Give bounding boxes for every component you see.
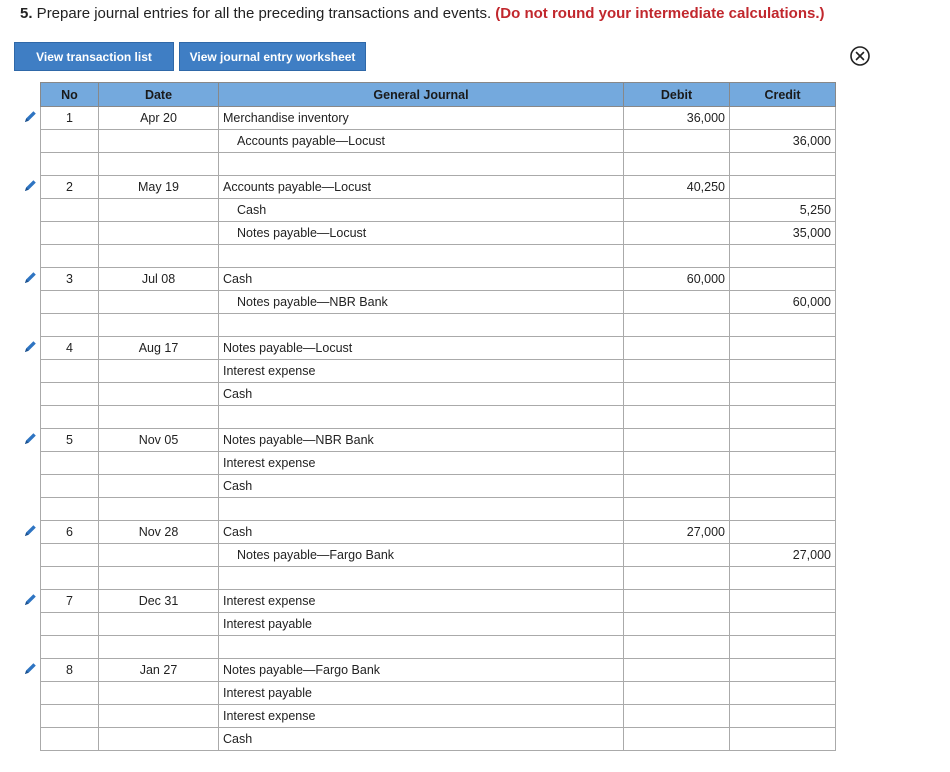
account-cell[interactable]: Merchandise inventory: [219, 107, 624, 130]
debit-cell[interactable]: [624, 222, 730, 245]
table-row: [41, 682, 836, 705]
date-cell[interactable]: [99, 452, 219, 475]
credit-cell[interactable]: 5,250: [730, 199, 836, 222]
account-cell[interactable]: Notes payable—NBR Bank: [219, 429, 624, 452]
view-transaction-list-button[interactable]: View transaction list: [14, 42, 174, 71]
date-cell[interactable]: [99, 291, 219, 314]
date-cell[interactable]: [99, 544, 219, 567]
debit-cell[interactable]: [624, 590, 730, 613]
account-cell[interactable]: Notes payable—Locust: [219, 222, 624, 245]
header-credit: Credit: [730, 83, 836, 107]
header-no: No: [41, 83, 99, 107]
pencil-icon[interactable]: [20, 337, 40, 357]
table-row: [41, 705, 836, 728]
table-row: [41, 429, 836, 452]
table-row: [41, 107, 836, 130]
debit-cell[interactable]: [624, 360, 730, 383]
date-cell[interactable]: Nov 28: [99, 521, 219, 544]
table-row: [41, 452, 836, 475]
credit-cell[interactable]: [730, 107, 836, 130]
debit-cell[interactable]: [624, 544, 730, 567]
table-row: [41, 590, 836, 613]
date-cell[interactable]: Nov 05: [99, 429, 219, 452]
table-row: [41, 268, 836, 291]
credit-cell[interactable]: [730, 636, 836, 659]
table-row: [41, 337, 836, 360]
pencil-icon[interactable]: [20, 590, 40, 610]
table-row: [41, 383, 836, 406]
debit-cell[interactable]: [624, 613, 730, 636]
entry-number-cell[interactable]: 3: [41, 268, 99, 291]
date-cell[interactable]: [99, 475, 219, 498]
table-row: [41, 728, 836, 751]
entry-number-cell[interactable]: 5: [41, 429, 99, 452]
account-cell[interactable]: Accounts payable—Locust: [219, 176, 624, 199]
date-cell[interactable]: [99, 153, 219, 176]
credit-cell[interactable]: 27,000: [730, 544, 836, 567]
account-cell[interactable]: [219, 567, 624, 590]
entry-number-cell[interactable]: [41, 383, 99, 406]
debit-cell[interactable]: 40,250: [624, 176, 730, 199]
account-cell[interactable]: Interest payable: [219, 613, 624, 636]
credit-cell[interactable]: [730, 452, 836, 475]
table-header-row: [41, 83, 836, 107]
debit-cell[interactable]: [624, 130, 730, 153]
entry-number-cell[interactable]: [41, 728, 99, 751]
credit-cell[interactable]: [730, 245, 836, 268]
account-cell[interactable]: Interest expense: [219, 452, 624, 475]
debit-cell[interactable]: [624, 314, 730, 337]
account-cell[interactable]: Cash: [219, 199, 624, 222]
close-icon[interactable]: [849, 45, 871, 67]
debit-cell[interactable]: 60,000: [624, 268, 730, 291]
entry-number-cell[interactable]: [41, 452, 99, 475]
date-cell[interactable]: [99, 130, 219, 153]
debit-cell[interactable]: [624, 291, 730, 314]
question-number: 5.: [20, 5, 33, 22]
date-cell[interactable]: [99, 728, 219, 751]
debit-cell[interactable]: [624, 705, 730, 728]
pencil-icon[interactable]: [20, 521, 40, 541]
date-cell[interactable]: Jul 08: [99, 268, 219, 291]
entry-number-cell[interactable]: [41, 613, 99, 636]
entry-number-cell[interactable]: [41, 199, 99, 222]
credit-cell[interactable]: 60,000: [730, 291, 836, 314]
date-cell[interactable]: [99, 705, 219, 728]
credit-cell[interactable]: [730, 705, 836, 728]
entry-number-cell[interactable]: [41, 245, 99, 268]
table-row: [41, 567, 836, 590]
date-cell[interactable]: [99, 567, 219, 590]
header-general-journal: General Journal: [219, 83, 624, 107]
account-cell[interactable]: Cash: [219, 521, 624, 544]
credit-cell[interactable]: [730, 314, 836, 337]
table-row: [41, 153, 836, 176]
credit-cell[interactable]: [730, 337, 836, 360]
table-row: [41, 222, 836, 245]
date-cell[interactable]: [99, 406, 219, 429]
pencil-icon[interactable]: [20, 659, 40, 679]
date-cell[interactable]: [99, 199, 219, 222]
account-cell[interactable]: Notes payable—Fargo Bank: [219, 544, 624, 567]
account-cell[interactable]: Cash: [219, 475, 624, 498]
credit-cell[interactable]: [730, 176, 836, 199]
table-row: [41, 498, 836, 521]
header-debit: Debit: [624, 83, 730, 107]
credit-cell[interactable]: [730, 383, 836, 406]
debit-cell[interactable]: 36,000: [624, 107, 730, 130]
debit-cell[interactable]: [624, 337, 730, 360]
entry-number-cell[interactable]: 4: [41, 337, 99, 360]
account-cell[interactable]: Cash: [219, 268, 624, 291]
table-row: [41, 521, 836, 544]
credit-cell[interactable]: 36,000: [730, 130, 836, 153]
pencil-icon[interactable]: [20, 268, 40, 288]
instruction-text: Prepare journal entries for all the preceding transactions and events.: [32, 5, 496, 22]
entry-number-cell[interactable]: [41, 498, 99, 521]
header-date: Date: [99, 83, 219, 107]
account-cell[interactable]: Accounts payable—Locust: [219, 130, 624, 153]
entry-number-cell[interactable]: [41, 406, 99, 429]
entry-number-cell[interactable]: [41, 475, 99, 498]
instruction-note: (Do not round your intermediate calculations.): [495, 5, 825, 22]
date-cell[interactable]: [99, 636, 219, 659]
entry-number-cell[interactable]: [41, 130, 99, 153]
debit-cell[interactable]: 27,000: [624, 521, 730, 544]
credit-cell[interactable]: [730, 613, 836, 636]
date-cell[interactable]: Jan 27: [99, 659, 219, 682]
debit-cell[interactable]: [624, 452, 730, 475]
date-cell[interactable]: Apr 20: [99, 107, 219, 130]
account-cell[interactable]: Interest expense: [219, 590, 624, 613]
account-cell[interactable]: [219, 245, 624, 268]
table-row: [41, 659, 836, 682]
credit-cell[interactable]: [730, 268, 836, 291]
table-row: [41, 199, 836, 222]
credit-cell[interactable]: [730, 521, 836, 544]
debit-cell[interactable]: [624, 406, 730, 429]
account-cell[interactable]: Cash: [219, 728, 624, 751]
account-cell[interactable]: [219, 153, 624, 176]
view-journal-entry-worksheet-button[interactable]: View journal entry worksheet: [179, 42, 366, 71]
table-row: [41, 475, 836, 498]
entry-number-cell[interactable]: 1: [41, 107, 99, 130]
debit-cell[interactable]: [624, 199, 730, 222]
table-row: [41, 360, 836, 383]
date-cell[interactable]: [99, 222, 219, 245]
account-cell[interactable]: Notes payable—Locust: [219, 337, 624, 360]
date-cell[interactable]: Aug 17: [99, 337, 219, 360]
credit-cell[interactable]: 35,000: [730, 222, 836, 245]
debit-cell[interactable]: [624, 567, 730, 590]
credit-cell[interactable]: [730, 728, 836, 751]
debit-cell[interactable]: [624, 728, 730, 751]
table-row: [41, 314, 836, 337]
account-cell[interactable]: [219, 498, 624, 521]
date-cell[interactable]: May 19: [99, 176, 219, 199]
entry-number-cell[interactable]: 6: [41, 521, 99, 544]
table-body: [41, 107, 836, 751]
entry-number-cell[interactable]: [41, 636, 99, 659]
date-cell[interactable]: [99, 383, 219, 406]
account-cell[interactable]: Notes payable—NBR Bank: [219, 291, 624, 314]
credit-cell[interactable]: [730, 153, 836, 176]
date-cell[interactable]: Dec 31: [99, 590, 219, 613]
entry-number-cell[interactable]: [41, 705, 99, 728]
credit-cell[interactable]: [730, 475, 836, 498]
debit-cell[interactable]: [624, 475, 730, 498]
account-cell[interactable]: Notes payable—Fargo Bank: [219, 659, 624, 682]
entry-number-cell[interactable]: [41, 222, 99, 245]
entry-number-cell[interactable]: 7: [41, 590, 99, 613]
account-cell[interactable]: [219, 314, 624, 337]
instruction: [20, 4, 825, 24]
debit-cell[interactable]: [624, 383, 730, 406]
credit-cell[interactable]: [730, 682, 836, 705]
entry-number-cell[interactable]: [41, 682, 99, 705]
table-row: [41, 406, 836, 429]
pencil-icon[interactable]: [20, 429, 40, 449]
debit-cell[interactable]: [624, 429, 730, 452]
debit-cell[interactable]: [624, 636, 730, 659]
entry-number-cell[interactable]: 8: [41, 659, 99, 682]
table-row: [41, 544, 836, 567]
table-row: [41, 245, 836, 268]
debit-cell[interactable]: [624, 659, 730, 682]
table-row: [41, 176, 836, 199]
table-row: [41, 130, 836, 153]
date-cell[interactable]: [99, 360, 219, 383]
entry-number-cell[interactable]: [41, 314, 99, 337]
date-cell[interactable]: [99, 498, 219, 521]
credit-cell[interactable]: [730, 498, 836, 521]
credit-cell[interactable]: [730, 360, 836, 383]
entry-number-cell[interactable]: [41, 544, 99, 567]
account-cell[interactable]: Interest expense: [219, 360, 624, 383]
date-cell[interactable]: [99, 613, 219, 636]
entry-number-cell[interactable]: [41, 567, 99, 590]
entry-number-cell[interactable]: [41, 153, 99, 176]
credit-cell[interactable]: [730, 590, 836, 613]
debit-cell[interactable]: [624, 682, 730, 705]
date-cell[interactable]: [99, 682, 219, 705]
date-cell[interactable]: [99, 314, 219, 337]
credit-cell[interactable]: [730, 429, 836, 452]
entry-number-cell[interactable]: [41, 360, 99, 383]
account-cell[interactable]: [219, 636, 624, 659]
credit-cell[interactable]: [730, 659, 836, 682]
entry-number-cell[interactable]: [41, 291, 99, 314]
table-row: [41, 613, 836, 636]
date-cell[interactable]: [99, 245, 219, 268]
account-cell[interactable]: Interest payable: [219, 682, 624, 705]
debit-cell[interactable]: [624, 153, 730, 176]
credit-cell[interactable]: [730, 567, 836, 590]
entry-number-cell[interactable]: 2: [41, 176, 99, 199]
table-row: [41, 636, 836, 659]
debit-cell[interactable]: [624, 498, 730, 521]
table-row: [41, 291, 836, 314]
account-cell[interactable]: [219, 406, 624, 429]
pencil-icon[interactable]: [20, 107, 40, 127]
account-cell[interactable]: Cash: [219, 383, 624, 406]
credit-cell[interactable]: [730, 406, 836, 429]
general-journal-table: [40, 82, 836, 751]
debit-cell[interactable]: [624, 245, 730, 268]
pencil-icon[interactable]: [20, 176, 40, 196]
account-cell[interactable]: Interest expense: [219, 705, 624, 728]
